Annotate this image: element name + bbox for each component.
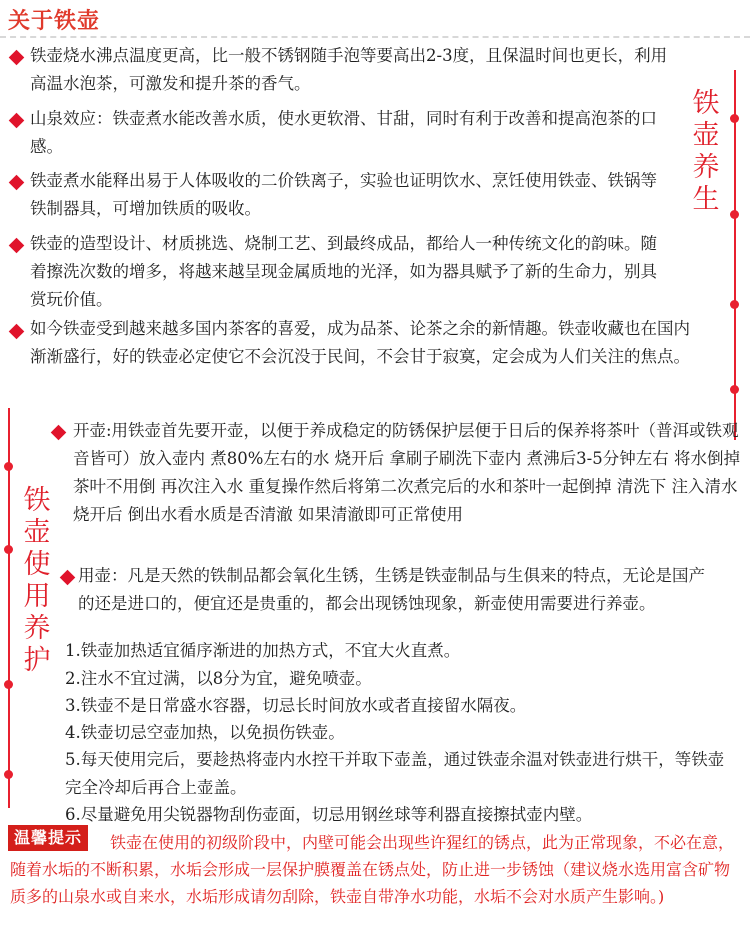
side-dot bbox=[4, 770, 13, 779]
care-tip-item: 4.铁壶切忌空壶加热，以免损伤铁壶。 bbox=[65, 723, 345, 742]
care-tip-item: 1.铁壶加热适宜循序渐进的加热方式，不宜大火直煮。 bbox=[65, 641, 461, 660]
section-side-title: 铁壶养生 bbox=[692, 88, 720, 215]
bullet-diamond-icon bbox=[9, 113, 25, 129]
bullet-diamond-icon bbox=[60, 570, 76, 586]
notice-text: 铁壶在使用的初级阶段中，内壁可能会出现些许猩红的锈点，此为正常现象，不必在意，随着水垢的不断积累，水垢会形成一层保护膜覆盖在锈点处，防止进一步锈蚀（建议烧水选用富含矿物质多的山泉水或自来水，水垢形成请勿刮除，铁壶自带净水功能，水垢不会对水质产生影响。) bbox=[10, 833, 735, 906]
notice-badge: 温馨提示 bbox=[8, 825, 88, 851]
care-tip-item: 3.铁壶不是日常盛水容器，切忌长时间放水或者直接留水隔夜。 bbox=[65, 696, 527, 715]
benefit-paragraph: 铁壶煮水能释出易于人体吸收的二价铁离子，实验也证明饮水、烹饪使用铁壶、铁锅等铁制器具，可增加铁质的吸收。 bbox=[30, 171, 657, 218]
bullet-diamond-icon bbox=[9, 50, 25, 66]
bullet-diamond-icon bbox=[51, 425, 67, 441]
care-tip-item: 5.每天使用完后，要趁热将壶内水控干并取下壶盖，通过铁壶余温对铁壶进行烘干，等铁壶完全冷却后再合上壶盖。 bbox=[65, 750, 725, 797]
benefit-paragraph: 铁壶烧水沸点温度更高，比一般不锈钢随手泡等要高出2-3度，且保温时间也更长，利用高温水泡茶，可激发和提升茶的香气。 bbox=[30, 46, 668, 93]
page-title: 关于铁壶 bbox=[8, 8, 101, 34]
bullet-diamond-icon bbox=[9, 238, 25, 254]
side-dot bbox=[730, 114, 739, 123]
care-tip-item: 6.尽量避免用尖锐器物刮伤壶面，切忌用钢丝球等利器直接擦拭壶内壁。 bbox=[65, 805, 593, 824]
side-dot bbox=[4, 680, 13, 689]
title-divider bbox=[0, 36, 750, 38]
care-tip-item: 2.注水不宜过满，以8分为宜，避免喷壶。 bbox=[65, 669, 372, 688]
bullet-diamond-icon bbox=[9, 175, 25, 191]
benefit-paragraph: 如今铁壶受到越来越多国内茶客的喜爱，成为品茶、论茶之余的新情趣。铁壶收藏也在国内渐渐盛行，好的铁壶必定使它不会沉没于民间，不会甘于寂寞，定会成为人们关注的焦点。 bbox=[30, 319, 690, 366]
side-dot bbox=[730, 300, 739, 309]
bullet-diamond-icon bbox=[9, 324, 25, 340]
benefit-paragraph: 铁壶的造型设计、材质挑选、烧制工艺、到最终成品，都给人一种传统文化的韵味。随着擦洗次数的增多，将越来越呈现金属质地的光泽，如为器具赋予了新的生命力，别具赏玩价值。 bbox=[30, 234, 657, 309]
side-dot bbox=[4, 462, 13, 471]
section-side-title: 铁壶使用养护 bbox=[23, 485, 51, 676]
side-dot bbox=[730, 385, 739, 394]
side-dot bbox=[4, 545, 13, 554]
open-pot-instructions: 开壶:用铁壶首先要开壶，以便于养成稳定的防锈保护层便于日后的保养将茶叶（普洱或铁观音皆可）放入壶内 煮80%左右的水 烧开后 拿刷子刷洗下壶内 煮沸后3-5分钟左右 将水倒掉 茶叶不用倒 再次注入水 重复操作然后将第二次煮完后的水和茶叶一起倒掉 清洗下 注入清水 烧开后 倒出水看水质是否清澈 如果清澈即可正常使用 bbox=[73, 421, 740, 524]
use-pot-paragraph: 用壶：凡是天然的铁制品都会氧化生锈，生锈是铁壶制品与生俱来的特点，无论是国产的还是进口的，便宜还是贵重的，都会出现锈蚀现象，新壶使用需要进行养壶。 bbox=[78, 566, 705, 613]
side-dot bbox=[730, 210, 739, 219]
benefit-paragraph: 山泉效应：铁壶煮水能改善水质，使水更软滑、甘甜，同时有利于改善和提高泡茶的口感。 bbox=[30, 109, 657, 156]
